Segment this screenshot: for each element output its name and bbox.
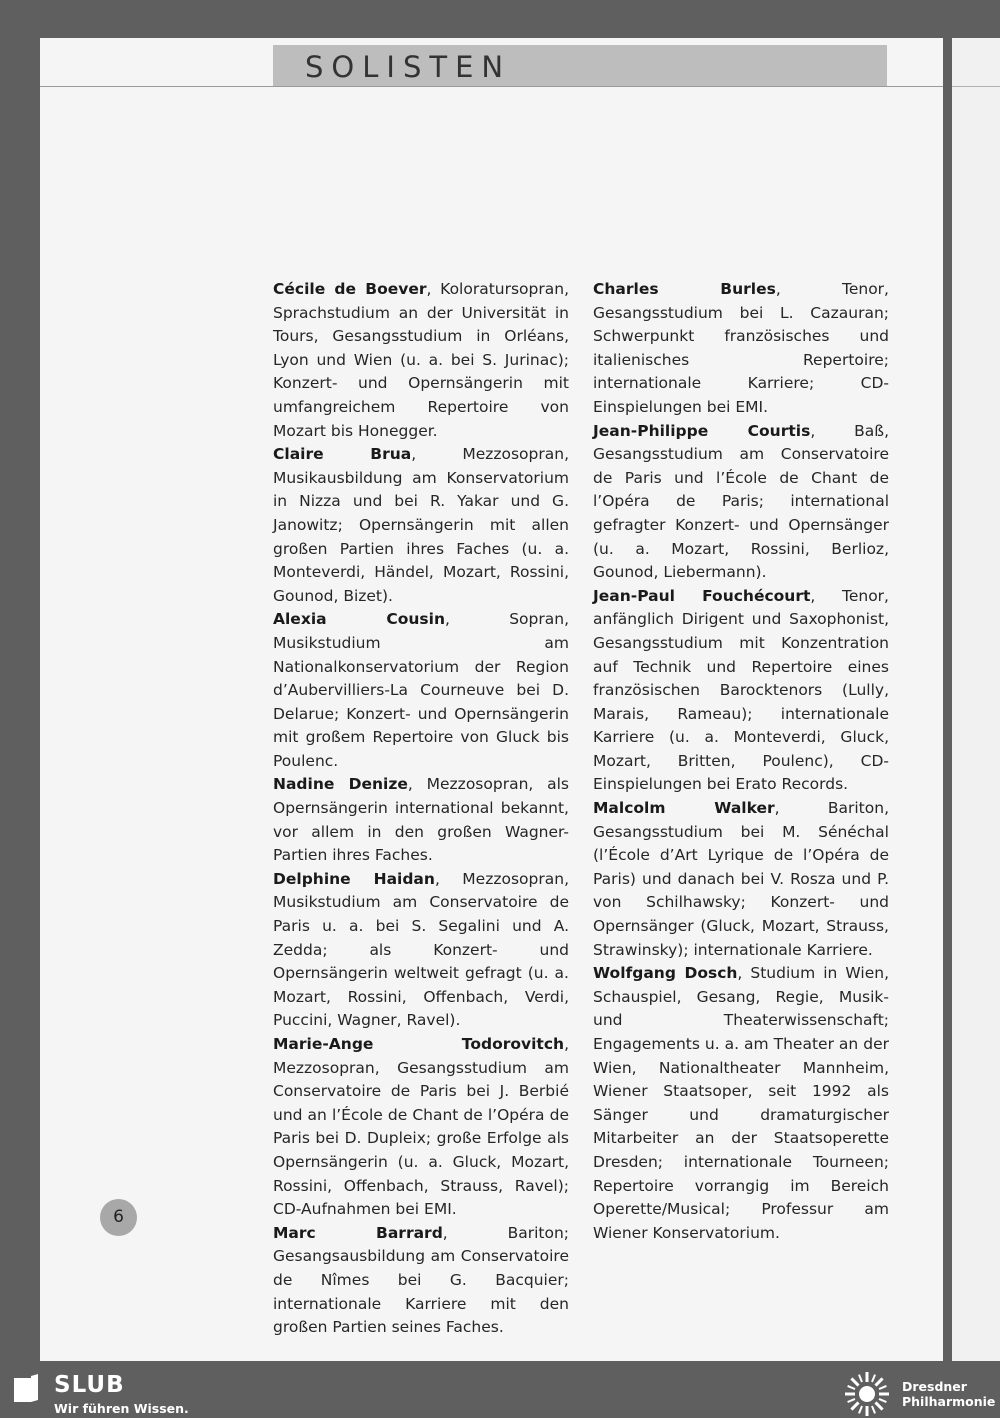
- soloist-name: Wolfgang Dosch: [593, 964, 738, 983]
- soloist-bio: , Koloratursopran, Sprachstudium an der Universität in Tours, Gesangsstudium in Orléans, Lyon und Wien (u. a. bei S. Jurinac); Konzert- und Opernsängerin mit umfangreichem Repertoire von Mozart bis Honegger.: [273, 280, 570, 440]
- soloist-entry: [273, 1222, 569, 1340]
- soloist-name: Jean-Paul Fouchécourt: [593, 586, 811, 605]
- soloist-entry: [593, 797, 889, 962]
- library-name[interactable]: SLUB: [54, 1372, 125, 1398]
- viewer-footer: [0, 1368, 1000, 1418]
- soloist-name: Delphine Haidan: [273, 869, 435, 888]
- partner-name-line2: Philharmonie: [902, 1394, 996, 1409]
- soloist-entry: [273, 278, 569, 443]
- header-rule: [40, 86, 943, 87]
- library-tagline: Wir führen Wissen.: [54, 1401, 189, 1416]
- soloist-entry: [273, 773, 569, 867]
- soloist-name: Malcolm Walker: [593, 799, 775, 818]
- soloist-entry: [593, 962, 889, 1245]
- soloist-name: Nadine Denize: [273, 775, 408, 794]
- text-column-left: [273, 278, 569, 1340]
- page-number: 6: [100, 1199, 137, 1236]
- dresdner-philharmonie-logo-icon[interactable]: [842, 1372, 892, 1416]
- soloist-bio: , Mezzosopran, Gesangsstudium am Conservatoire de Paris bei J. Berbié und an l’École de Chant de l’Opéra de Paris bei D. Dupleix; große Erfolge als Opernsängerin (u. a. Gluck, Mozart, Rossini, Offenbach, Strauss, Ravel); CD-Aufnahmen bei EMI.: [273, 1035, 569, 1219]
- soloist-bio: , Mezzosopran, Musikausbildung am Konservatorium in Nizza und bei R. Yakar und G. Janowitz; Opernsängerin mit allen großen Partien ihres Faches (u. a. Monteverdi, Händel, Mozart, Rossini, Gounod, Bizet).: [273, 445, 569, 605]
- soloist-bio: , Sopran, Musikstudium am Nationalkonservatorium der Region d’Aubervilliers-La Courneuve bei D. Delarue; Konzert- und Opernsängerin mit großem Repertoire von Gluck bis Poulenc.: [273, 610, 570, 770]
- soloist-name: Charles Burles: [593, 280, 776, 298]
- adjacent-page-rule: [952, 86, 1000, 87]
- soloist-bio: , Baß, Gesangsstudium am Conservatoire de Paris und l’École de Chant de l’Opéra de Paris; international gefragter Konzert- und Opernsänger (u. a. Mozart, Rossini, Berlioz, Gounod, Liebermann).: [593, 421, 889, 582]
- soloist-entry: [273, 868, 569, 1033]
- partner-name-line1: Dresdner: [902, 1379, 967, 1394]
- soloist-name: Alexia Cousin: [273, 610, 445, 629]
- soloist-bio: , Studium in Wien, Schauspiel, Gesang, Regie, Musik- und Theaterwissenschaft; Engagements u. a. am Theater an der Wien, Nationaltheater Mannheim, Wiener Staatsoper, seit 1992 als Sänger und dramaturgischer Mitarbeiter an der Staatsoperette Dresden; internationale Tourneen; Repertoire vorrangig im Bereich Operette/Musical; Professur am Wiener Konservatorium.: [593, 964, 889, 1242]
- soloist-entry: [273, 1033, 569, 1222]
- text-column-right: [593, 278, 889, 1245]
- soloist-entry: [593, 278, 889, 420]
- soloist-name: Marc Barrard: [273, 1223, 443, 1242]
- soloist-name: Claire Brua: [273, 445, 412, 464]
- slub-logo-icon[interactable]: [13, 1374, 39, 1404]
- soloist-entry: [273, 443, 569, 608]
- soloist-bio: , Mezzosopran, als Opernsängerin international bekannt, vor allem in den großen Wagner-Partien ihres Faches.: [273, 775, 569, 865]
- soloist-bio: , Tenor, anfänglich Dirigent und Saxophonist, Gesangsstudium mit Konzentration auf Technik und Repertoire eines französischen Barocktenors (Lully, Marais, Rameau); internationale Karriere (u. a. Monteverdi, Gluck, Mozart, Britten, Poulenc), CD-Einspielungen bei Erato Records.: [593, 586, 889, 794]
- soloist-name: Cécile de Boever: [273, 280, 427, 298]
- soloist-bio: , Bariton; Gesangsausbildung am Conservatoire de Nîmes bei G. Bacquier; internationale Karriere mit den großen Partien seines Faches.: [273, 1223, 569, 1337]
- adjacent-page-edge: [952, 38, 1000, 1361]
- soloist-entry: [593, 585, 889, 797]
- soloist-entry: [593, 420, 889, 585]
- soloist-bio: , Mezzosopran, Musikstudium am Conservatoire de Paris u. a. bei S. Segalini und A. Zedda; als Konzert- und Opernsängerin weltweit gefragt (u. a. Mozart, Rossini, Offenbach, Verdi, Puccini, Wagner, Ravel).: [273, 869, 569, 1030]
- section-title: SOLISTEN: [305, 50, 512, 84]
- soloist-name: Marie-Ange Todorovitch: [273, 1035, 565, 1053]
- soloist-name: Jean-Philippe Courtis: [593, 421, 811, 440]
- soloist-bio: , Bariton, Gesangsstudium bei M. Sénéchal (l’École d’Art Lyrique de l’Opéra de Paris) und danach bei V. Rosza und P. von Schilhawsky; Konzert- und Opernsänger (Gluck, Mozart, Strauss, Strawinsky); internationale Karriere.: [593, 799, 889, 959]
- soloist-entry: [273, 608, 569, 773]
- soloist-bio: , Tenor, Gesangsstudium bei L. Cazauran; Schwerpunkt französisches und italienisches Repertoire; internationale Karriere; CD-Einspielungen bei EMI.: [593, 280, 889, 416]
